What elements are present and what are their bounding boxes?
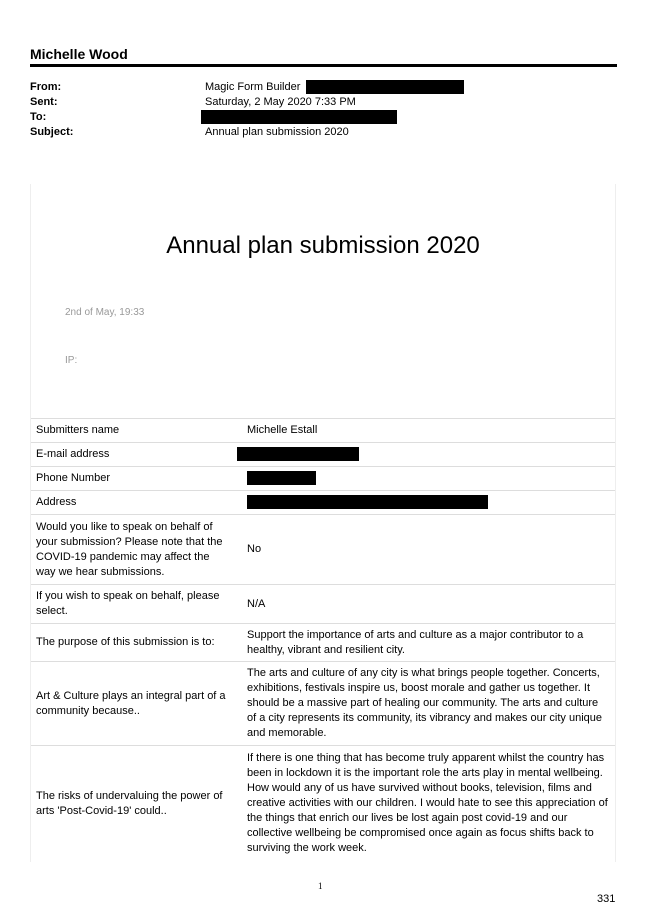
form-submission [30,184,616,862]
question-cell: If you wish to speak on behalf, please select. [31,585,237,624]
question-cell: Address [31,491,237,515]
from-value: Magic Form Builder [205,81,301,93]
answer-cell [237,467,615,491]
answer-cell: No [237,515,615,585]
submission-table [31,418,615,862]
from-label: From: [30,81,62,93]
sent-label: Sent: [30,96,58,108]
answer-cell: Support the importance of arts and culture as a major contributor to a healthy, vibrant and resilient city. [237,624,615,662]
to-label: To: [30,111,47,123]
table-row [31,746,615,862]
redaction-block [247,495,488,509]
table-row [31,585,615,624]
question-cell: The risks of undervaluing the power of arts 'Post-Covid-19' could.. [31,746,237,862]
header-rule [30,64,617,67]
answer-cell [237,491,615,515]
question-cell: Would you like to speak on behalf of your submission? Please note that the COVID-19 pandemic may affect the way we hear submissions. [31,515,237,585]
question-cell: Phone Number [31,467,237,491]
answer-cell [237,443,615,467]
sent-value: Saturday, 2 May 2020 7:33 PM [205,96,356,108]
ip-label: IP: [65,355,78,366]
question-cell: Submitters name [31,419,237,443]
table-row [31,467,615,491]
redaction-block [247,471,316,485]
subject-label: Subject: [30,126,74,138]
table-row [31,443,615,467]
redaction-block [237,447,359,461]
answer-cell: If there is one thing that has become truly apparent whilst the country has been in lockdown it is the important role the arts play in mental wellbeing. How would any of us have survived without books, television, films and creative activities with our children. I would hate to see this appreciation of the things that enrich our lives be lost again post covid-19 and our collective wellbeing be compromised once again as focus shifts back to surviving the work week. [237,746,615,862]
table-row [31,662,615,746]
from-value-group [205,80,464,95]
question-cell: The purpose of this submission is to: [31,624,237,662]
submission-date: 2nd of May, 19:33 [65,307,145,318]
to-value-group [205,110,397,125]
table-row [31,515,615,585]
form-title: Annual plan submission 2020 [166,232,480,259]
redaction-block [306,80,464,94]
answer-cell: Michelle Estall [237,419,615,443]
answer-cell: The arts and culture of any city is what brings people together. Concerts, exhibitions, festivals inspire us, boost morale and gather us together. It should be a massive part of healing our community. The arts and culture of a city represents its community, its vibrancy and makes our city unique and memorable. [237,662,615,746]
redaction-block [201,110,397,124]
subject-value: Annual plan submission 2020 [205,126,349,138]
page-number: 1 [318,881,323,891]
table-row [31,491,615,515]
question-cell: Art & Culture plays an integral part of a community because.. [31,662,237,746]
table-row [31,624,615,662]
question-cell: E-mail address [31,443,237,467]
sender-name: Michelle Wood [30,46,128,62]
answer-cell: N/A [237,585,615,624]
document-stamp-number: 331 [597,893,616,905]
table-row [31,419,615,443]
